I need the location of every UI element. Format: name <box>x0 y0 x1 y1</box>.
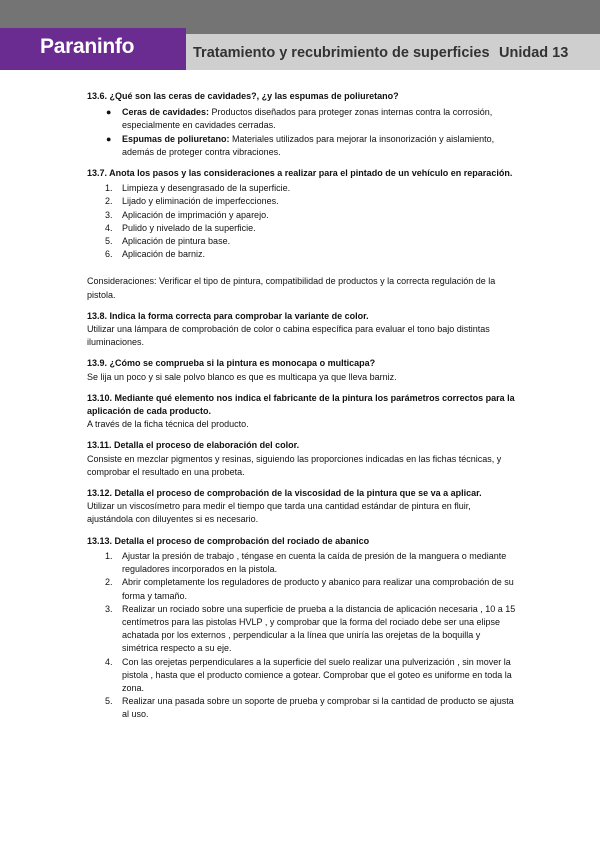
item-number: 4. <box>105 656 113 667</box>
bullet-list <box>87 106 517 159</box>
term-text: Materiales utilizados para mejorar la insonorización y aislamiento, además de proteger contra vibraciones. <box>122 133 495 157</box>
list-item <box>87 222 517 235</box>
item-text: Aplicación de barniz. <box>122 249 206 260</box>
question-13-11: 13.11. Detalla el proceso de elaboración del color. <box>87 440 300 451</box>
term-label: Ceras de cavidades: <box>122 107 210 118</box>
question-13-7: 13.7. Anota los pasos y las consideraciones a realizar para el pintado de un vehículo en reparación. <box>87 168 513 179</box>
item-number: 1. <box>105 550 113 561</box>
list-item <box>87 550 517 576</box>
term-text: Productos diseñados para proteger zonas internas contra la corrosión, especialmente en cavidades cerradas. <box>122 107 493 131</box>
header-unit: Unidad 13 <box>499 45 569 61</box>
answer-13-9: Se lija un poco y si sale polvo blanco es que es multicapa ya que lleva barniz. <box>87 371 397 382</box>
item-number: 2. <box>105 577 113 588</box>
item-text: Pulido y nivelado de la superficie. <box>122 222 256 233</box>
term-label: Espumas de poliuretano: <box>122 133 230 144</box>
answer-13-10: A través de la ficha técnica del producto. <box>87 419 249 430</box>
list-item <box>87 248 517 261</box>
header-title: Tratamiento y recubrimiento de superficies <box>193 45 490 61</box>
bullet-icon: ● <box>106 107 112 118</box>
item-number: 2. <box>105 196 113 207</box>
item-number: 3. <box>105 603 113 614</box>
item-number: 5. <box>105 696 113 707</box>
list-item <box>87 576 517 602</box>
item-number: 1. <box>105 183 113 194</box>
item-text: Lijado y eliminación de imperfecciones. <box>122 196 279 207</box>
list-item <box>87 235 517 248</box>
list-item <box>87 656 517 696</box>
considerations-text: Consideraciones: Verificar el tipo de pintura, compatibilidad de productos y la correcta regulación de la pistola. <box>87 276 496 300</box>
list-item <box>87 209 517 222</box>
item-text: Abrir completamente los reguladores de producto y abanico para realizar una comprobación de su forma y tamaño. <box>122 577 514 601</box>
bullet-icon: ● <box>106 133 112 144</box>
item-number: 5. <box>105 236 113 247</box>
answer-13-12: Utilizar un viscosímetro para medir el tiempo que tarda una cantidad estándar de pintura en fluir, ajustándola con diluyentes si es necesario. <box>87 501 471 525</box>
item-text: Ajustar la presión de trabajo , téngase en cuenta la caída de presión de la manguera o mediante reguladores incorporados en la pistola. <box>122 550 507 575</box>
item-number: 3. <box>105 209 113 220</box>
item-text: Aplicación de imprimación y aparejo. <box>122 209 269 220</box>
item-number: 6. <box>105 249 113 260</box>
answer-13-11: Consiste en mezclar pigmentos y resinas, siguiendo las proporciones indicadas en las fichas técnicas, y comprobar el resultado en una probeta. <box>87 453 502 477</box>
list-item <box>87 182 517 195</box>
question-13-12: 13.12. Detalla el proceso de comprobación de la viscosidad de la pintura que se va a aplicar. <box>87 488 482 499</box>
question-13-6: 13.6. ¿Qué son las ceras de cavidades?, ¿y las espumas de poliuretano? <box>87 91 399 101</box>
list-item <box>87 603 517 656</box>
document-body <box>87 90 517 722</box>
item-number: 4. <box>105 222 113 233</box>
question-13-13: 13.13. Detalla el proceso de comprobación del rociado de abanico <box>87 535 370 546</box>
list-item <box>87 195 517 208</box>
numbered-list <box>87 182 517 261</box>
item-text: Aplicación de pintura base. <box>122 236 231 247</box>
question-13-9: 13.9. ¿Cómo se comprueba si la pintura es monocapa o multicapa? <box>87 358 376 369</box>
brand-logo: Paraninfo <box>40 35 135 58</box>
item-text: Limpieza y desengrasado de la superficie. <box>122 183 291 194</box>
answer-13-8: Utilizar una lámpara de comprobación de color o cabina específica para evaluar el tono bajo distintas iluminaciones. <box>87 324 490 348</box>
question-13-10: 13.10. Mediante qué elemento nos indica el fabricante de la pintura los parámetros correctos para la aplicación de cada producto. <box>87 392 515 417</box>
item-text: Realizar un rociado sobre una superficie de prueba a la distancia de aplicación necesaria , 10 a 15 centímetros para las pistolas HVLP , y comprobar que la forma del rociado debe ser una elipse achatada por los externos , perpendicular a la línea que uniría las orejetas de la boquilla y simétrica respecto a su eje. <box>122 603 516 654</box>
item-text: Realizar una pasada sobre un soporte de prueba y comprobar si la cantidad de producto se ajusta al uso. <box>122 696 514 720</box>
list-item <box>87 695 517 721</box>
item-text: Con las orejetas perpendiculares a la superficie del suelo realizar una pulverización , sin mover la pistola , hasta que el producto comience a gotear. Comprobar que el goteo es uniforme en toda la zona. <box>122 656 512 693</box>
question-13-8: 13.8. Indica la forma correcta para comprobar la variante de color. <box>87 310 369 321</box>
list-item <box>87 133 517 159</box>
numbered-list <box>87 550 517 722</box>
list-item <box>87 106 517 132</box>
